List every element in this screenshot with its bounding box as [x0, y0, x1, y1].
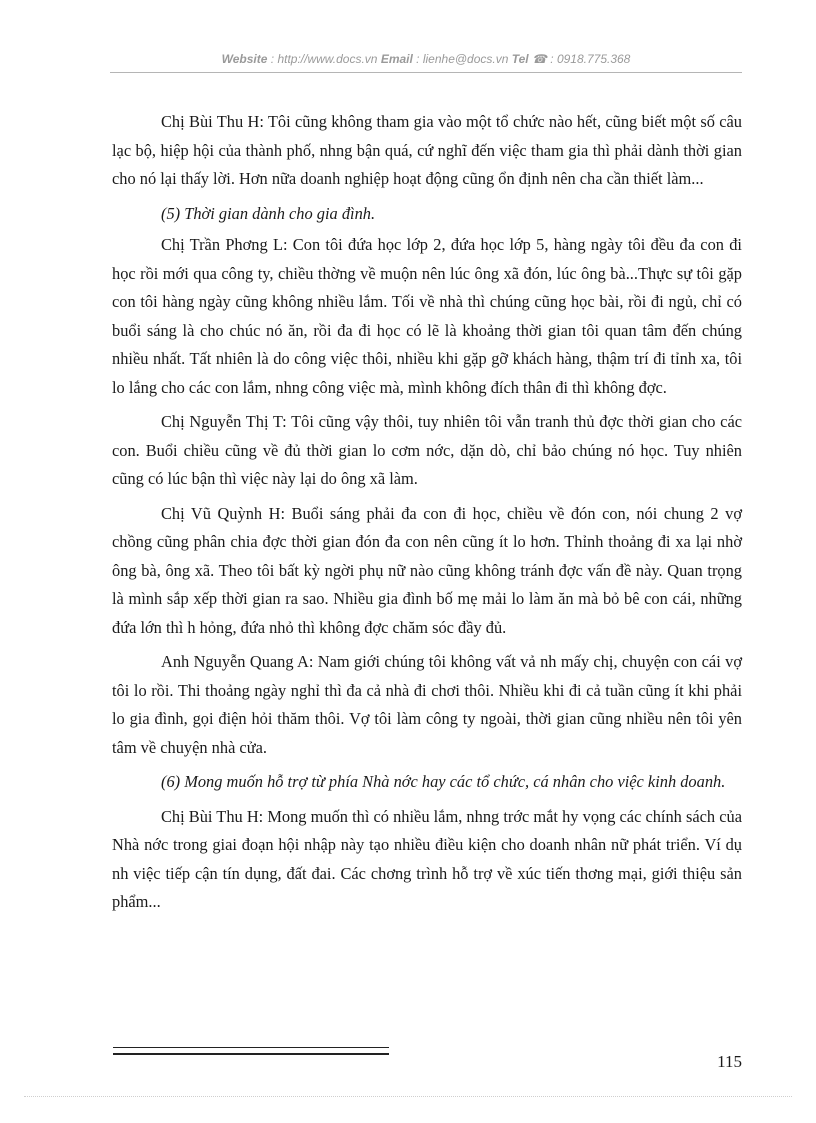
- email-label: Email: [380, 52, 413, 66]
- document-body: [112, 108, 742, 923]
- paragraph-interview-tran-phuong-l: Chị Trần Phơng L: Con tôi đứa học lớp 2, đứa học lớp 5, hàng ngày tôi đều đa con đi học rồi mới qua công ty, chiều thờng về muộn nên lúc ông xã đón, lúc ông bà...Thực sự tôi gặp con tôi hàng ngày cũng không nhiều lắm. Tối về nhà thì chúng cũng học bài, rồi đi ngủ, chỉ có buổi sáng là cho chúc nó ăn, rồi đa đi học có lẽ là khoảng thời gian tôi quan tâm đến chúng nhiều nhất. Tất nhiên là do công việc thôi, nhiều khi gặp gỡ khách hàng, thậm trí đi tỉnh xa, tôi lo lắng cho các con lắm, nhng công việc mà, mình không đích thân đi thì không đợc.: [112, 235, 742, 397]
- email-value: : lienhe@docs.vn: [412, 52, 512, 66]
- paragraph-interview-vu-quynh-h: Chị Vũ Quỳnh H: Buổi sáng phải đa con đi học, chiều về đón con, nói chung 2 vợ chồng cũng phân chia đợc thời gian đón đa con nên cũng ít lo hơn. Thỉnh thoảng đi xa lại nhờ ông bà, ông xã. Theo tôi bất kỳ ngời phụ nữ nào cũng không tránh đợc vấn đề này. Quan trọng là mình sắp xếp thời gian ra sao. Nhiều gia đình bố mẹ mải lo làm ăn mà bỏ bê con cái, những đứa lớn thì h hỏng, đứa nhỏ thì không đợc chăm sóc đầy đủ.: [112, 503, 742, 637]
- page-header: [110, 50, 742, 73]
- page-bottom-border: [24, 1096, 792, 1098]
- section-heading-support-wishes: (6) Mong muốn hỗ trợ từ phía Nhà nớc hay các tổ chức, cá nhân cho việc kinh doanh.: [161, 772, 726, 791]
- tel-value: ☎ : 0918.775.368: [528, 52, 631, 66]
- paragraph-interview-bui-thu-h-2: Chị Bùi Thu H: Mong muốn thì có nhiều lắm, nhng trớc mắt hy vọng các chính sách của Nhà nớc trong giai đoạn hội nhập này tạo nhiều điều kiện cho doanh nhân nữ phát triển. Ví dụ nh việc tiếp cận tín dụng, đất đai. Các chơng trình hỗ trợ về xúc tiến thơng mại, giới thiệu sản phẩm...: [112, 806, 742, 911]
- paragraph-interview-bui-thu-h: Chị Bùi Thu H: Tôi cũng không tham gia vào một tổ chức nào hết, cũng biết một số câu lạc bộ, hiệp hội của thành phố, nhng bận quá, cứ nghĩ đến việc tham gia thì phải dành thời gian cho nó lại thấy lời. Hơn nữa doanh nghiệp hoạt động cũng ổn định nên cha cần thiết làm...: [112, 112, 742, 188]
- page-number: 115: [717, 1052, 742, 1071]
- paragraph-interview-nguyen-thi-t: Chị Nguyễn Thị T: Tôi cũng vậy thôi, tuy nhiên tôi vẫn tranh thủ đợc thời gian cho các con. Buổi chiều cũng về đủ thời gian lo cơm nớc, dặn dò, chỉ bảo chúng nó học. Tuy nhiên cũng có lúc bận thì việc này lại do ông xã làm.: [112, 412, 742, 488]
- section-heading-family-time: (5) Thời gian dành cho gia đình.: [161, 203, 376, 223]
- paragraph-interview-nguyen-quang-a: Anh Nguyễn Quang A: Nam giới chúng tôi không vất vả nh mấy chị, chuyện con cái vợ tôi lo rồi. Thi thoảng ngày nghỉ thì đa cả nhà đi chơi thôi. Nhiều khi đi cả tuần cũng ít khi phải lo gia đình, gọi điện hỏi thăm thôi. Vợ tôi làm công ty ngoài, thời gian cũng nhiều nên tôi yên tâm về chuyện nhà cửa.: [112, 652, 742, 757]
- footnote-separator: [113, 1047, 389, 1055]
- website-value: : http://www.docs.vn: [267, 52, 381, 66]
- tel-label: Tel: [511, 52, 529, 66]
- website-label: Website: [221, 52, 268, 66]
